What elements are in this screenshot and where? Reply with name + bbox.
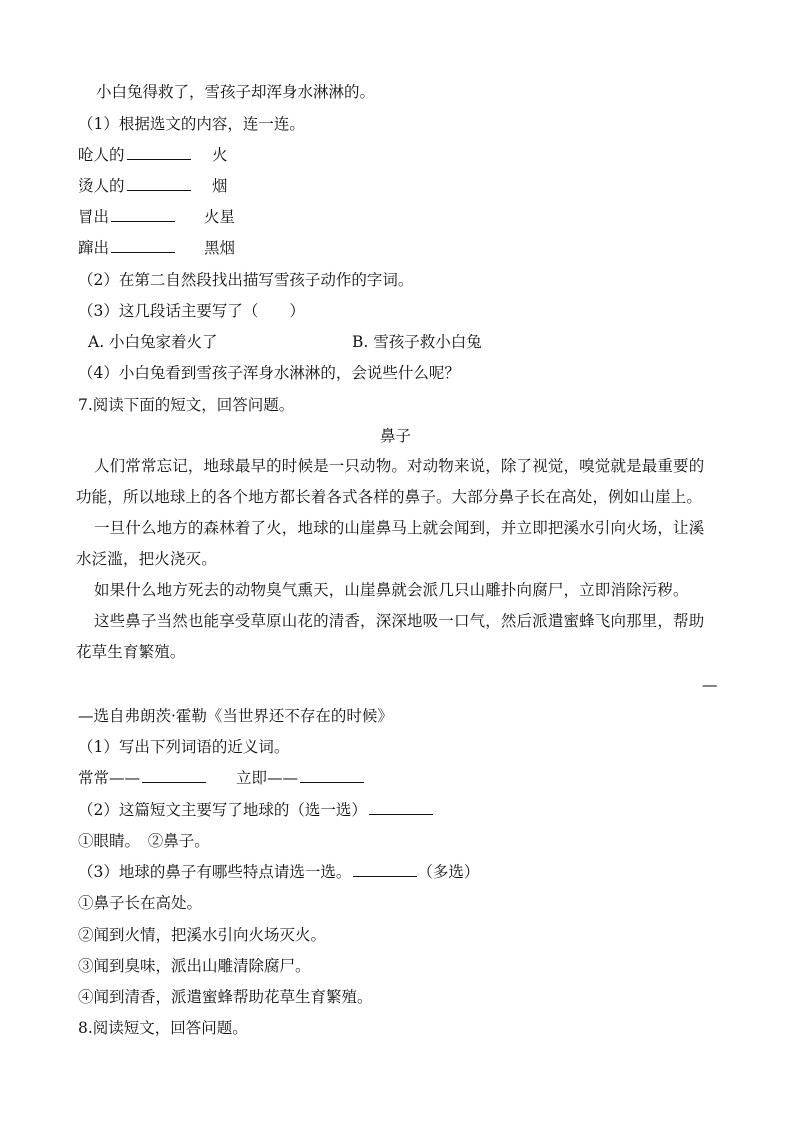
match-right: 黑烟: [204, 239, 236, 257]
match-right: 火: [212, 146, 228, 164]
synonym-word: 立即——: [236, 769, 299, 787]
q7-3-suffix: （多选）: [417, 863, 480, 881]
question-7-heading: 7.阅读下面的短文，回答问题。: [78, 396, 295, 414]
q6-3-prompt: （3）这几段话主要写了（ ）: [78, 302, 305, 320]
q6-1-prompt: （1）根据选文的内容，连一连。: [78, 115, 305, 133]
q7-2-text: （2）这篇短文主要写了地球的（选一选）: [78, 801, 367, 819]
q7-1-item-1: [78, 768, 206, 788]
match-row-4: [78, 238, 175, 258]
passage-intro: 小白兔得救了，雪孩子却浑身水淋淋的。: [96, 83, 376, 101]
q6-3-option-b: B. 雪孩子救小白兔: [352, 333, 482, 351]
answer-blank[interactable]: [300, 768, 364, 783]
q7-3-option-1: ①鼻子长在高处。: [78, 894, 203, 912]
answer-blank[interactable]: [127, 176, 191, 191]
q7-3-option-4: ④闻到清香，派遣蜜蜂帮助花草生育繁殖。: [78, 988, 373, 1006]
answer-blank[interactable]: [369, 800, 433, 815]
answer-blank[interactable]: [142, 768, 206, 783]
match-row-1: [78, 145, 191, 165]
q6-3-option-a: A. 小白兔家着火了: [88, 333, 218, 351]
answer-blank[interactable]: [111, 238, 175, 253]
passage-paragraph-2: 一旦什么地方的森林着了火，地球的山崖鼻马上就会闻到，并立即把溪水引向火场，让溪水泛滥，把火浇灭。: [76, 519, 705, 568]
match-left: 蹿出: [78, 239, 110, 257]
match-left: 冒出: [78, 208, 110, 226]
passage-paragraph-3: 如果什么地方死去的动物臭气熏天，山崖鼻就会派几只山雕扑向腐尸，立即消除污秽。: [94, 581, 689, 599]
q7-3-prompt: [78, 862, 479, 882]
passage-paragraph-1: 人们常常忘记，地球最早的时候是一只动物。对动物来说，除了视觉，嗅觉就是最重要的功能，所以地球上的各个地方都长着各式各样的鼻子。大部分鼻子长在高处，例如山崖上。: [76, 457, 705, 506]
answer-blank[interactable]: [127, 145, 191, 160]
q7-3-option-3: ③闻到臭味，派出山雕清除腐尸。: [78, 957, 311, 975]
match-right: 火星: [204, 208, 236, 226]
passage-title: 鼻子: [380, 427, 412, 445]
q7-3-text: （3）地球的鼻子有哪些特点请选一选。: [78, 863, 352, 881]
match-left: 烫人的: [78, 177, 125, 195]
answer-blank[interactable]: [111, 207, 175, 222]
answer-blank[interactable]: [353, 862, 417, 877]
passage-source: —选自弗朗茨·霍勒《当世界还不存在的时候》: [78, 707, 393, 725]
q7-1-item-2: [236, 768, 364, 788]
q7-1-prompt: （1）写出下列词语的近义词。: [78, 738, 290, 756]
match-left: 呛人的: [78, 146, 125, 164]
q6-4-prompt: （4）小白兔看到雪孩子浑身水淋淋的，会说些什么呢？: [78, 364, 460, 382]
q7-2-prompt: [78, 800, 433, 820]
match-row-2: [78, 176, 191, 196]
match-row-3: [78, 207, 175, 227]
q7-2-options: ①眼睛。 ②鼻子。: [78, 832, 210, 850]
question-8-heading: 8.阅读短文，回答问题。: [78, 1019, 248, 1037]
q7-3-option-2: ②闻到火情，把溪水引向火场灭火。: [78, 926, 327, 944]
match-right: 烟: [212, 177, 228, 195]
passage-paragraph-4: 这些鼻子当然也能享受草原山花的清香，深深地吸一口气，然后派遣蜜蜂飞向那里，帮助花草生育繁殖。: [76, 612, 705, 661]
source-dash: —: [702, 676, 718, 694]
synonym-word: 常常——: [78, 769, 141, 787]
q6-2-prompt: （2）在第二自然段找出描写雪孩子动作的字词。: [78, 271, 414, 289]
